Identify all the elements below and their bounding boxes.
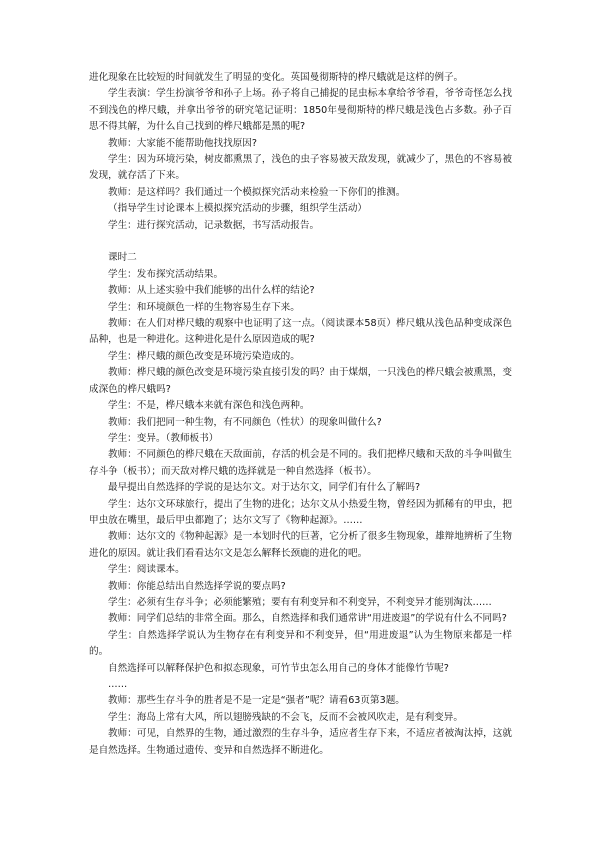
paragraph-student-read: 学生：阅读课本。 xyxy=(108,564,185,576)
paragraph-student-pollution: 学生：桦尺蛾的颜色改变是环境污染造成的。 xyxy=(108,350,300,362)
paragraph-student-use-disuse: 学生：自然选择学说认为生物存在有利变异和不利变异，但“用进废退”认为生物原来都是一样的。 xyxy=(89,629,512,658)
paragraph-student-two-kinds: 学生：不是，桦尺蛾本来就有深色和浅色两种。 xyxy=(108,400,310,412)
paragraph-teacher-conclusion-question: 教师：从上述实验中我们能够的出什么样的结论? xyxy=(108,285,315,297)
paragraph-stick-insect: 自然选择可以解释保护色和拟态现象，可竹节虫怎么用自己的身体才能像竹节呢? xyxy=(108,662,449,674)
paragraph-teacher-soot-question: 教师：桦尺蛾的颜色改变是环境污染直接引发的吗？由于煤烟，一只浅色的桦尺蛾会被熏黑，变成深色的桦尺蛾吗? xyxy=(89,367,512,395)
paragraph-student-island-wind: 学生：海岛上常有大风，所以翅膀残缺的不会飞，反而不会被风吹走，是有利变异。 xyxy=(108,711,463,723)
paragraph-student-answer: 学生：因为环境污染，树皮都熏黑了，浅色的虫子容易被天敌发现，就减少了，黑色的不容易被发现，就存活了下来。 xyxy=(89,154,512,182)
document-body xyxy=(89,70,512,759)
paragraph-teacher-use-disuse: 教师：同学们总结的非常全面。那么，自然选择和我们通常讲“用进废退”的学说有什么不同吗? xyxy=(108,613,507,625)
paragraph-student-summary: 学生：必须有生存斗争；必须能繁殖；要有有利变异和不利变异，不利变异才能别淘汰…… xyxy=(108,596,492,608)
paragraph-darwin-intro: 最早提出自然选择的学说的是达尔文。对于达尔文，同学们有什么了解吗? xyxy=(108,482,421,494)
paragraph-teacher-variation-question: 教师：我们把同一种生物，有不同颜色（性状）的现象叫做什么? xyxy=(108,416,382,428)
paragraph-ellipsis: …… xyxy=(108,679,128,691)
paragraph-teacher-natural-selection: 教师：不同颜色的桦尺蛾在天敌面前，存活的机会是不同的。我们把桦尺蛾和天敌的斗争叫做生存斗争（板书）；而天敌对桦尺蛾的选择就是一种自然选择（板书）。 xyxy=(89,449,512,477)
paragraph-student-variation: 学生：变异。（教师板书） xyxy=(108,432,219,444)
paragraph-teacher-simulation: 教师：是这样吗？我们通过一个模拟探究活动来检验一下你们的推测。 xyxy=(108,186,406,198)
paragraph-student-activity: 学生：进行探究活动，记录数据，书写活动报告。 xyxy=(108,219,320,231)
paragraph-teacher-summary-question: 教师：你能总结出自然选择学说的要点吗? xyxy=(108,580,286,592)
paragraph-student-darwin: 学生：达尔文环球旅行，提出了生物的进化；达尔文从小热爱生物，曾经因为抓稀有的甲虫，把甲虫放在嘴里，最后甲虫都跑了；达尔文写了《物种起源》。…… xyxy=(89,498,512,526)
paragraph-teacher-question: 教师：大家能不能帮助他找找原因? xyxy=(108,137,257,149)
section-spacer xyxy=(89,234,512,250)
section-heading-lesson-two: 课时二 xyxy=(108,252,137,264)
paragraph-guidance-note: （指导学生讨论课本上模拟探究活动的步骤，组织学生活动） xyxy=(108,203,368,215)
paragraph-teacher-strong-question: 教师：那些生存斗争的胜者是不是一定是“强者”呢？请看63页第3题。 xyxy=(108,695,405,707)
paragraph-teacher-origin-of-species: 教师：达尔文的《物种起源》是一本划时代的巨著，它分析了很多生物现象，雄辩地辨析了生物进化的原因。就让我们看看达尔文是怎么解释长颈鹿的进化的吧。 xyxy=(89,531,512,559)
paragraph-teacher-final: 教师：可见，自然界的生物，通过激烈的生存斗争，适应者生存下来，不适应者被淘汰掉，这就是自然选择。生物通过遗传、变异和自然选择不断进化。 xyxy=(89,728,512,756)
paragraph-teacher-moth-observation: 教师：在人们对桦尺蛾的观察中也证明了这一点。（阅读课本58页）桦尺蛾从浅色品种变成深色品种，也是一种进化。这种进化是什么原因造成的呢? xyxy=(89,318,512,346)
paragraph-student-conclusion: 学生：和环境颜色一样的生物容易生存下来。 xyxy=(108,301,300,313)
paragraph-student-performance: 学生表演：学生扮演爷爷和孙子上场。孙子将自己捕捉的昆虫标本拿给爷爷看，爷爷奇怪怎么找不到浅色的桦尺蛾，并拿出爷爷的研究笔记证明：1850年曼彻斯特的桦尺蛾是浅色占多数。孙子百思不得其解，为什么自己找到的桦尺蛾都是黑的呢? xyxy=(89,88,512,133)
paragraph-intro: 进化现象在比较短的时间就发生了明显的变化。英国曼彻斯特的桦尺蛾就是这样的例子。 xyxy=(89,72,464,83)
paragraph-student-results: 学生：发布探究活动结果。 xyxy=(108,268,224,280)
